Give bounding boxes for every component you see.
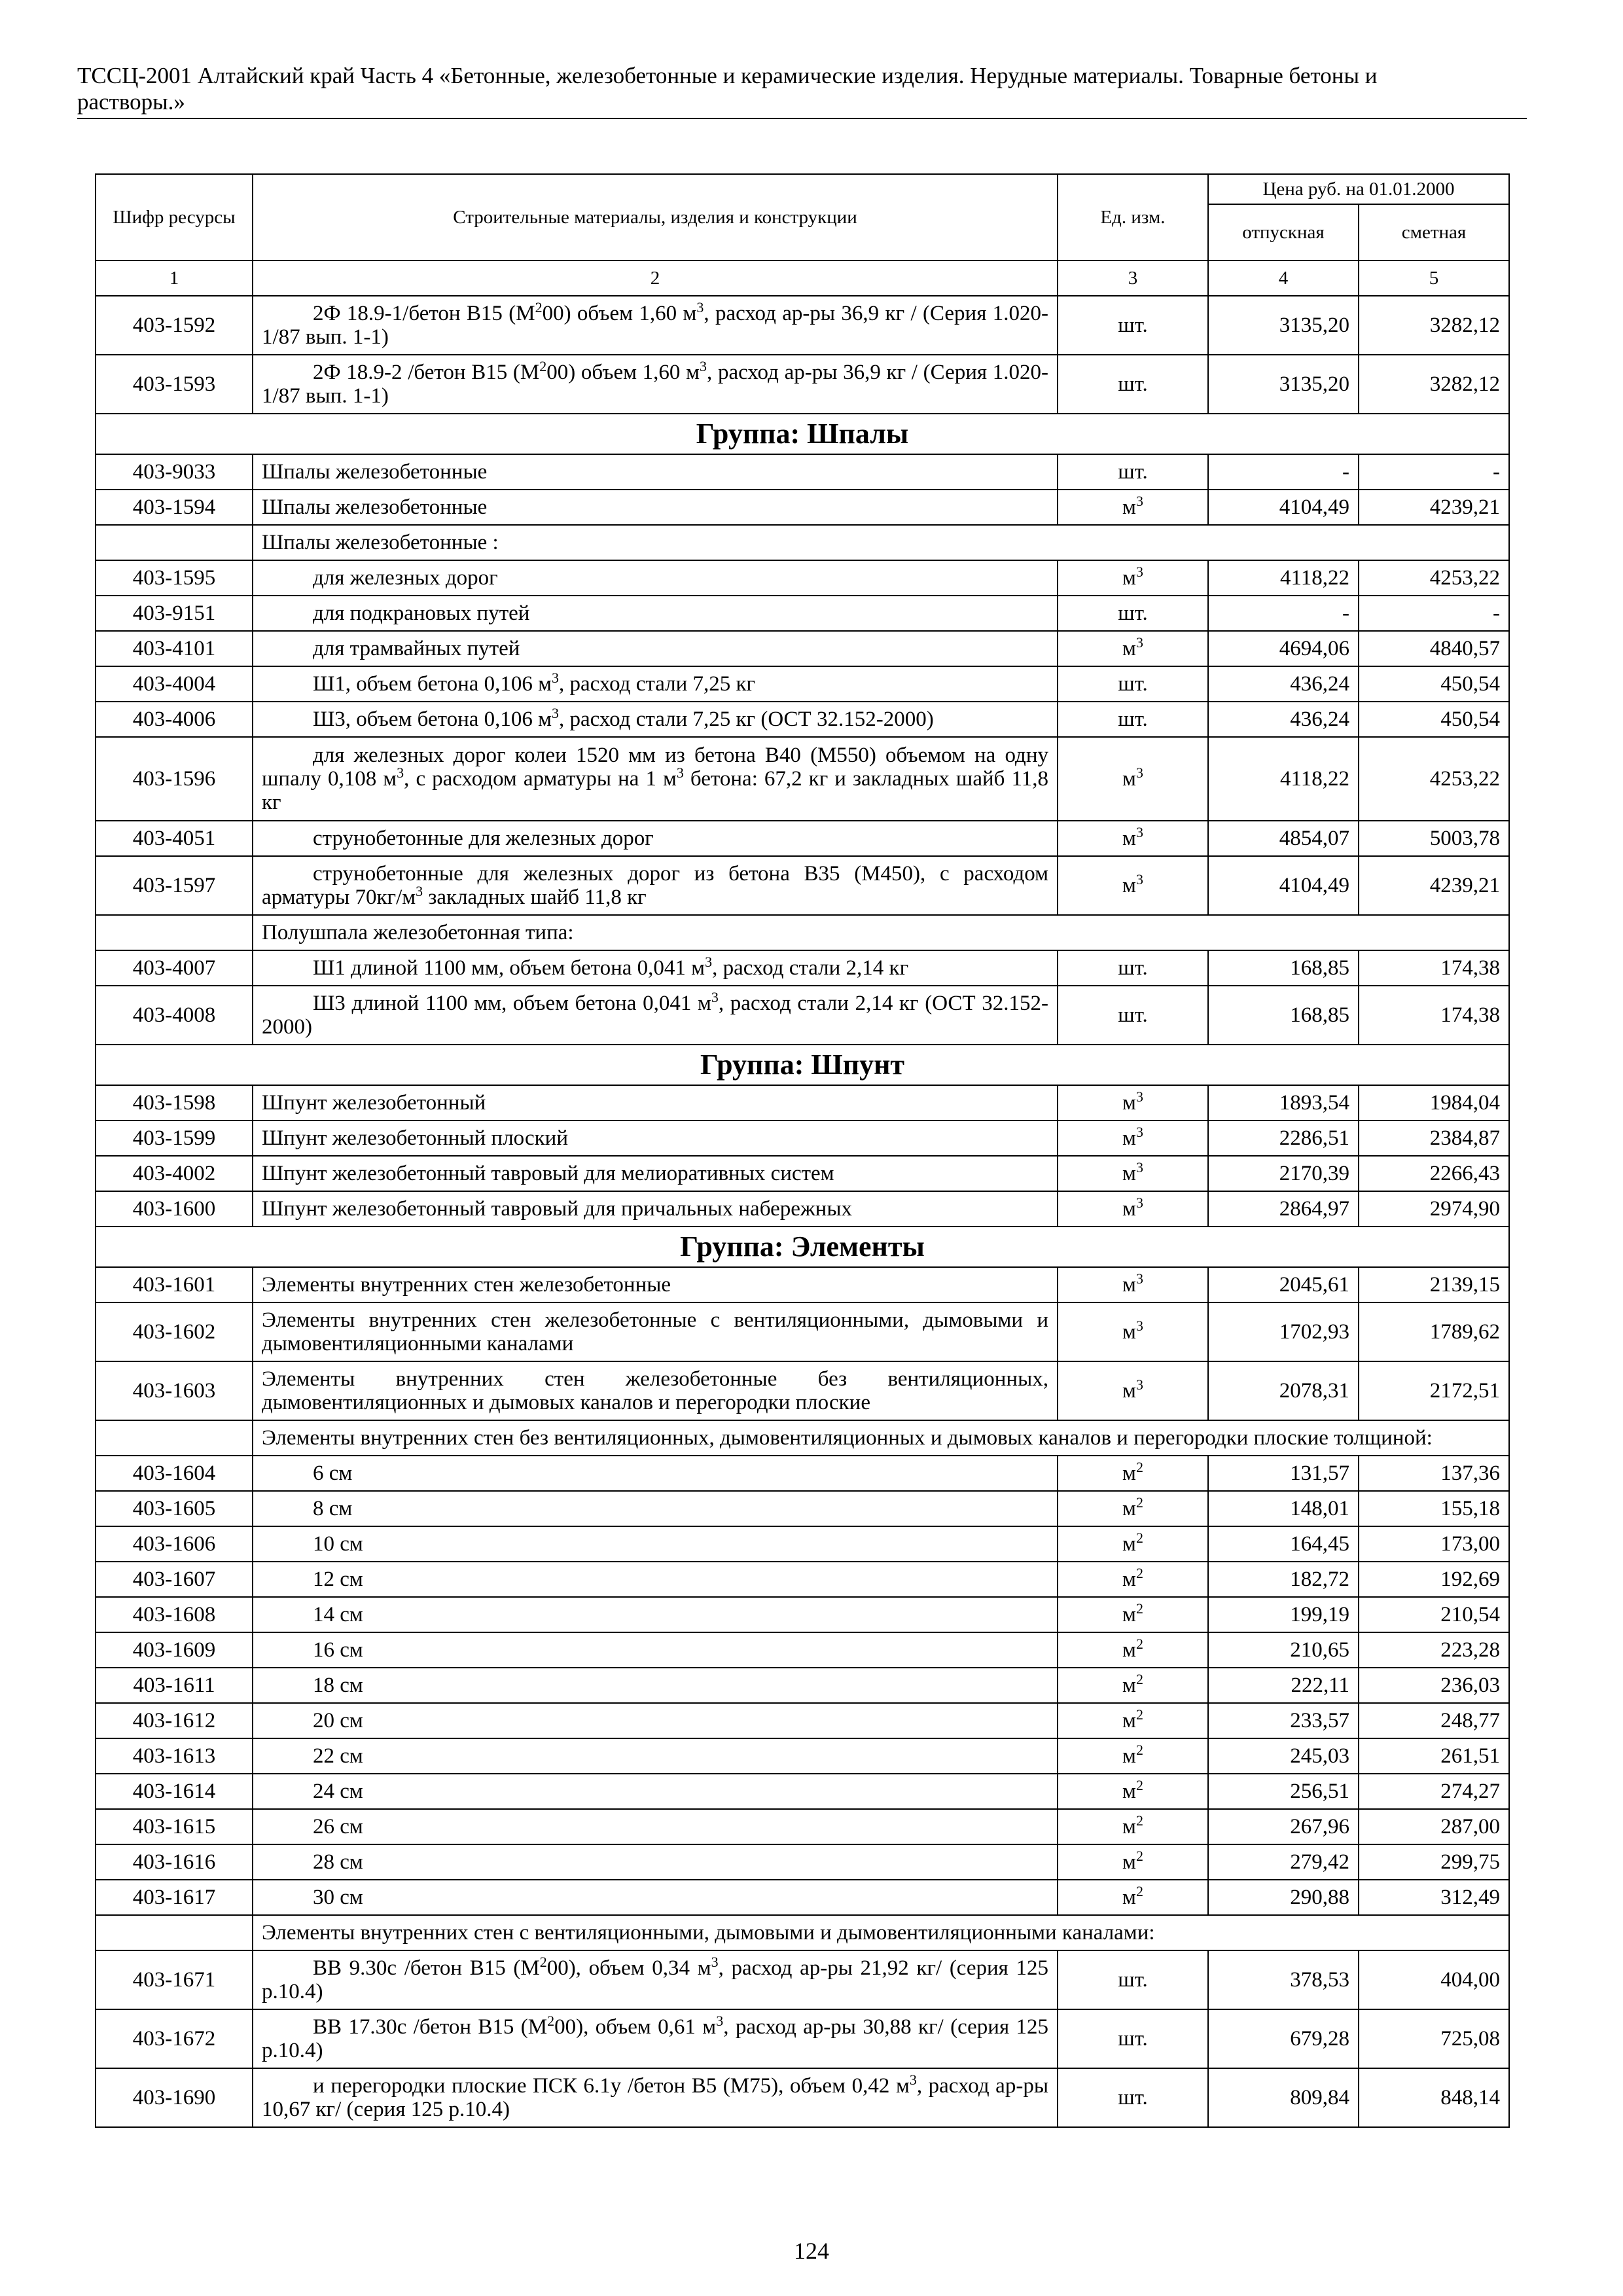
estimate-price: 299,75 <box>1359 1844 1509 1880</box>
resource-code: 403-1599 <box>96 1121 253 1156</box>
release-price: 4118,22 <box>1208 737 1359 821</box>
unit-of-measure: $м^2$ <box>1058 1597 1208 1632</box>
table-row <box>96 1491 1509 1526</box>
col-header-release-price: отпускная <box>1208 204 1359 260</box>
subheading-text: Шпалы железобетонные : <box>253 525 1509 560</box>
estimate-price: 4840,57 <box>1359 631 1509 666</box>
resource-code: 403-1604 <box>96 1456 253 1491</box>
release-price: 3135,20 <box>1208 355 1359 414</box>
resource-code: 403-4007 <box>96 950 253 986</box>
estimate-price: 274,27 <box>1359 1774 1509 1809</box>
resource-code: 403-4051 <box>96 821 253 856</box>
table-row <box>96 1844 1509 1880</box>
estimate-price: 155,18 <box>1359 1491 1509 1526</box>
unit-of-measure: $м^2$ <box>1058 1526 1208 1562</box>
resource-code: 403-4008 <box>96 986 253 1045</box>
subheading-row <box>96 1420 1509 1456</box>
resource-code: 403-1595 <box>96 560 253 596</box>
estimate-price: 3282,12 <box>1359 355 1509 414</box>
unit-of-measure: шт. <box>1058 986 1208 1045</box>
release-price: 679,28 <box>1208 2009 1359 2068</box>
table-row <box>96 1302 1509 1361</box>
col-number: 4 <box>1208 260 1359 296</box>
table-row <box>96 1738 1509 1774</box>
resource-code: 403-9033 <box>96 454 253 490</box>
estimate-price: 2266,43 <box>1359 1156 1509 1191</box>
table-row <box>96 1267 1509 1302</box>
table-row <box>96 1703 1509 1738</box>
resource-code: 403-1603 <box>96 1361 253 1420</box>
resource-code: 403-1601 <box>96 1267 253 1302</box>
material-description: ВВ 9.30с /бетон В15 $(М^200)$, объем 0,34 $м^3$, расход ар-ры 21,92 кг/ (серия 125 р.10.4) <box>253 1950 1058 2009</box>
unit-of-measure: $м^3$ <box>1058 821 1208 856</box>
material-description: 20 см <box>253 1703 1058 1738</box>
release-price: 4694,06 <box>1208 631 1359 666</box>
material-description: струнобетонные для железных дорог <box>253 821 1058 856</box>
material-description: 28 см <box>253 1844 1058 1880</box>
material-description: 26 см <box>253 1809 1058 1844</box>
table-row <box>96 737 1509 821</box>
material-description: Ш3 длиной 1100 мм, объем бетона 0,041 $м^3$, расход стали 2,14 кг (ОСТ 32.152-2000) <box>253 986 1058 1045</box>
group-header-row <box>96 1227 1509 1267</box>
release-price: 222,11 <box>1208 1668 1359 1703</box>
unit-of-measure: $м^2$ <box>1058 1774 1208 1809</box>
material-description: для трамвайных путей <box>253 631 1058 666</box>
estimate-price: 236,03 <box>1359 1668 1509 1703</box>
resource-code: 403-9151 <box>96 596 253 631</box>
release-price: 290,88 <box>1208 1880 1359 1915</box>
material-description: Ш1 длиной 1100 мм, объем бетона 0,041 $м^3$, расход стали 2,14 кг <box>253 950 1058 986</box>
material-description: Шпунт железобетонный <box>253 1085 1058 1121</box>
unit-of-measure: шт. <box>1058 666 1208 702</box>
resource-code: 403-1592 <box>96 296 253 355</box>
resource-code: 403-1605 <box>96 1491 253 1526</box>
col-number: 1 <box>96 260 253 296</box>
material-description: 22 см <box>253 1738 1058 1774</box>
subheading-text: Полушпала железобетонная типа: <box>253 915 1509 950</box>
col-header-code: Шифр ресурсы <box>96 174 253 260</box>
unit-of-measure: шт. <box>1058 702 1208 737</box>
estimate-price: 3282,12 <box>1359 296 1509 355</box>
table-row <box>96 666 1509 702</box>
material-description: Шпунт железобетонный тавровый для причальных набережных <box>253 1191 1058 1227</box>
estimate-price: 210,54 <box>1359 1597 1509 1632</box>
unit-of-measure: $м^3$ <box>1058 1121 1208 1156</box>
material-description: 30 см <box>253 1880 1058 1915</box>
material-description: Шпунт железобетонный тавровый для мелиоративных систем <box>253 1156 1058 1191</box>
unit-of-measure: $м^2$ <box>1058 1668 1208 1703</box>
table-row <box>96 856 1509 915</box>
table-row <box>96 355 1509 414</box>
unit-of-measure: $м^3$ <box>1058 560 1208 596</box>
resource-code: 403-1608 <box>96 1597 253 1632</box>
price-table <box>95 173 1510 2128</box>
release-price: 233,57 <box>1208 1703 1359 1738</box>
material-description: 2Ф 18.9-1/бетон В15 $(М^200)$ объем 1,60 $м^3$, расход ар-ры 36,9 кг / (Серия 1.020-1/87 вып. 1-1) <box>253 296 1058 355</box>
unit-of-measure: шт. <box>1058 950 1208 986</box>
resource-code: 403-1597 <box>96 856 253 915</box>
estimate-price: 2974,90 <box>1359 1191 1509 1227</box>
estimate-price: 173,00 <box>1359 1526 1509 1562</box>
material-description: Элементы внутренних стен железобетонные <box>253 1267 1058 1302</box>
unit-of-measure: $м^3$ <box>1058 1267 1208 1302</box>
table-row <box>96 560 1509 596</box>
resource-code: 403-1609 <box>96 1632 253 1668</box>
estimate-price: 287,00 <box>1359 1809 1509 1844</box>
material-description: 8 см <box>253 1491 1058 1526</box>
estimate-price: 1984,04 <box>1359 1085 1509 1121</box>
unit-of-measure: шт. <box>1058 454 1208 490</box>
resource-code: 403-1602 <box>96 1302 253 1361</box>
unit-of-measure: $м^2$ <box>1058 1491 1208 1526</box>
material-description: для железных дорог <box>253 560 1058 596</box>
release-price: 1702,93 <box>1208 1302 1359 1361</box>
material-description: струнобетонные для железных дорог из бетона В35 (М450), с расходом арматуры $70кг/м^3$ закладных шайб 11,8 кг <box>253 856 1058 915</box>
resource-code: 403-1598 <box>96 1085 253 1121</box>
release-price: 168,85 <box>1208 950 1359 986</box>
estimate-price: 4253,22 <box>1359 560 1509 596</box>
table-row <box>96 1562 1509 1597</box>
group-title: Группа: Элементы <box>96 1227 1509 1267</box>
release-price: 199,19 <box>1208 1597 1359 1632</box>
table-row <box>96 1880 1509 1915</box>
estimate-price: 848,14 <box>1359 2068 1509 2127</box>
material-description: Шпунт железобетонный плоский <box>253 1121 1058 1156</box>
estimate-price: 312,49 <box>1359 1880 1509 1915</box>
unit-of-measure: $м^3$ <box>1058 490 1208 525</box>
estimate-price: 223,28 <box>1359 1632 1509 1668</box>
unit-of-measure: $м^3$ <box>1058 737 1208 821</box>
unit-of-measure: $м^3$ <box>1058 1085 1208 1121</box>
unit-of-measure: $м^3$ <box>1058 1361 1208 1420</box>
resource-code: 403-1615 <box>96 1809 253 1844</box>
estimate-price: 450,54 <box>1359 702 1509 737</box>
material-description: для подкрановых путей <box>253 596 1058 631</box>
unit-of-measure: $м^2$ <box>1058 1703 1208 1738</box>
material-description: 2Ф 18.9-2 /бетон В15 $(М^200)$ объем 1,60 $м^3$, расход ар-ры 36,9 кг / (Серия 1.020-1/87 вып. 1-1) <box>253 355 1058 414</box>
material-description: 6 см <box>253 1456 1058 1491</box>
resource-code: 403-4004 <box>96 666 253 702</box>
material-description: 12 см <box>253 1562 1058 1597</box>
empty-code-cell <box>96 915 253 950</box>
table-row <box>96 821 1509 856</box>
release-price: 2286,51 <box>1208 1121 1359 1156</box>
resource-code: 403-1672 <box>96 2009 253 2068</box>
estimate-price: 5003,78 <box>1359 821 1509 856</box>
table-row <box>96 490 1509 525</box>
material-description: 24 см <box>253 1774 1058 1809</box>
estimate-price: 192,69 <box>1359 1562 1509 1597</box>
release-price: 1893,54 <box>1208 1085 1359 1121</box>
table-row <box>96 1632 1509 1668</box>
unit-of-measure: $м^2$ <box>1058 1738 1208 1774</box>
estimate-price: 261,51 <box>1359 1738 1509 1774</box>
group-header-row <box>96 1045 1509 1085</box>
estimate-price: 450,54 <box>1359 666 1509 702</box>
material-description: Элементы внутренних стен железобетонные без вентиляционных, дымовентиляционных и дымовых каналов и перегородки плоские <box>253 1361 1058 1420</box>
header-title-line1: ТССЦ-2001 Алтайский край Часть 4 «Бетонные, железобетонные и керамические изделия. Нерудные материалы. Товарные бетоны и <box>77 63 1378 88</box>
estimate-price: 2139,15 <box>1359 1267 1509 1302</box>
resource-code: 403-4006 <box>96 702 253 737</box>
resource-code: 403-1593 <box>96 355 253 414</box>
release-price: 436,24 <box>1208 702 1359 737</box>
unit-of-measure: $м^2$ <box>1058 1562 1208 1597</box>
unit-of-measure: $м^2$ <box>1058 1632 1208 1668</box>
table-row <box>96 702 1509 737</box>
subheading-text: Элементы внутренних стен с вентиляционными, дымовыми и дымовентиляционными каналами: <box>253 1915 1509 1950</box>
material-description: Шпалы железобетонные <box>253 454 1058 490</box>
resource-code: 403-1671 <box>96 1950 253 2009</box>
table-body <box>96 296 1509 2127</box>
unit-of-measure: $м^3$ <box>1058 1191 1208 1227</box>
table-row <box>96 1668 1509 1703</box>
table-row <box>96 631 1509 666</box>
release-price: 182,72 <box>1208 1562 1359 1597</box>
release-price: 2170,39 <box>1208 1156 1359 1191</box>
table-row <box>96 986 1509 1045</box>
release-price: 148,01 <box>1208 1491 1359 1526</box>
resource-code: 403-1614 <box>96 1774 253 1809</box>
empty-code-cell <box>96 1420 253 1456</box>
unit-of-measure: $м^2$ <box>1058 1880 1208 1915</box>
resource-code: 403-1600 <box>96 1191 253 1227</box>
estimate-price: 4239,21 <box>1359 490 1509 525</box>
release-price: 4104,49 <box>1208 856 1359 915</box>
release-price: 4104,49 <box>1208 490 1359 525</box>
table-row <box>96 296 1509 355</box>
group-header-row <box>96 414 1509 454</box>
estimate-price: 2384,87 <box>1359 1121 1509 1156</box>
unit-of-measure: $м^2$ <box>1058 1809 1208 1844</box>
col-header-price: Цена руб. на 01.01.2000 <box>1208 174 1509 204</box>
table-row <box>96 1361 1509 1420</box>
header-title-line2: растворы.» <box>77 89 185 115</box>
release-price: 2045,61 <box>1208 1267 1359 1302</box>
resource-code: 403-1594 <box>96 490 253 525</box>
estimate-price: 248,77 <box>1359 1703 1509 1738</box>
release-price: 279,42 <box>1208 1844 1359 1880</box>
unit-of-measure: $м^2$ <box>1058 1844 1208 1880</box>
resource-code: 403-1612 <box>96 1703 253 1738</box>
estimate-price: - <box>1359 596 1509 631</box>
unit-of-measure: шт. <box>1058 1950 1208 2009</box>
subheading-row <box>96 915 1509 950</box>
material-description: 14 см <box>253 1597 1058 1632</box>
subheading-row <box>96 525 1509 560</box>
estimate-price: 725,08 <box>1359 2009 1509 2068</box>
release-price: 2078,31 <box>1208 1361 1359 1420</box>
table-row <box>96 1085 1509 1121</box>
resource-code: 403-1611 <box>96 1668 253 1703</box>
table-row <box>96 596 1509 631</box>
resource-code: 403-1690 <box>96 2068 253 2127</box>
col-number: 3 <box>1058 260 1208 296</box>
material-description: 16 см <box>253 1632 1058 1668</box>
col-number: 2 <box>253 260 1058 296</box>
subheading-row <box>96 1915 1509 1950</box>
estimate-price: 4239,21 <box>1359 856 1509 915</box>
material-description: Элементы внутренних стен железобетонные с вентиляционными, дымовыми и дымовентиляционными каналами <box>253 1302 1058 1361</box>
resource-code: 403-1596 <box>96 737 253 821</box>
release-price: 436,24 <box>1208 666 1359 702</box>
unit-of-measure: $м^3$ <box>1058 631 1208 666</box>
resource-code: 403-1613 <box>96 1738 253 1774</box>
estimate-price: 137,36 <box>1359 1456 1509 1491</box>
material-description: Ш1, объем бетона 0,106 $м^3$, расход стали 7,25 кг <box>253 666 1058 702</box>
resource-code: 403-4002 <box>96 1156 253 1191</box>
release-price: 131,57 <box>1208 1456 1359 1491</box>
unit-of-measure: шт. <box>1058 2068 1208 2127</box>
col-header-estimate-price: сметная <box>1359 204 1509 260</box>
table-row <box>96 454 1509 490</box>
unit-of-measure: шт. <box>1058 2009 1208 2068</box>
col-number: 5 <box>1359 260 1509 296</box>
col-header-name: Строительные материалы, изделия и конструкции <box>253 174 1058 260</box>
document-header <box>77 63 1527 119</box>
material-description: Ш3, объем бетона 0,106 $м^3$, расход стали 7,25 кг (ОСТ 32.152-2000) <box>253 702 1058 737</box>
table-row <box>96 1809 1509 1844</box>
group-title: Группа: Шпалы <box>96 414 1509 454</box>
unit-of-measure: шт. <box>1058 596 1208 631</box>
estimate-price: 2172,51 <box>1359 1361 1509 1420</box>
unit-of-measure: $м^3$ <box>1058 856 1208 915</box>
estimate-price: 1789,62 <box>1359 1302 1509 1361</box>
estimate-price: - <box>1359 454 1509 490</box>
group-title: Группа: Шпунт <box>96 1045 1509 1085</box>
release-price: 4854,07 <box>1208 821 1359 856</box>
release-price: 267,96 <box>1208 1809 1359 1844</box>
unit-of-measure: шт. <box>1058 355 1208 414</box>
table-row <box>96 2068 1509 2127</box>
estimate-price: 4253,22 <box>1359 737 1509 821</box>
table-row <box>96 1156 1509 1191</box>
table-row <box>96 2009 1509 2068</box>
resource-code: 403-4101 <box>96 631 253 666</box>
release-price: 3135,20 <box>1208 296 1359 355</box>
unit-of-measure: $м^2$ <box>1058 1456 1208 1491</box>
table-row <box>96 1456 1509 1491</box>
release-price: 4118,22 <box>1208 560 1359 596</box>
material-description: Шпалы железобетонные <box>253 490 1058 525</box>
table-row <box>96 950 1509 986</box>
release-price: 164,45 <box>1208 1526 1359 1562</box>
resource-code: 403-1606 <box>96 1526 253 1562</box>
empty-code-cell <box>96 1915 253 1950</box>
release-price: - <box>1208 596 1359 631</box>
empty-code-cell <box>96 525 253 560</box>
table-row <box>96 1121 1509 1156</box>
material-description: 10 см <box>253 1526 1058 1562</box>
release-price: 245,03 <box>1208 1738 1359 1774</box>
material-description: и перегородки плоские ПСК 6.1у /бетон В5 (М75), объем 0,42 $м^3$, расход ар-ры 10,67 кг/ (серия 125 р.10.4) <box>253 2068 1058 2127</box>
page-number: 124 <box>794 2238 829 2264</box>
material-description: ВВ 17.30с /бетон В15 $(М^200)$, объем 0,61 $м^3$, расход ар-ры 30,88 кг/ (серия 125 р.10.4) <box>253 2009 1058 2068</box>
table-row <box>96 1950 1509 2009</box>
unit-of-measure: шт. <box>1058 296 1208 355</box>
unit-of-measure: $м^3$ <box>1058 1302 1208 1361</box>
estimate-price: 174,38 <box>1359 986 1509 1045</box>
col-header-unit: Ед. изм. <box>1058 174 1208 260</box>
release-price: 809,84 <box>1208 2068 1359 2127</box>
release-price: - <box>1208 454 1359 490</box>
table-row <box>96 1597 1509 1632</box>
resource-code: 403-1616 <box>96 1844 253 1880</box>
release-price: 378,53 <box>1208 1950 1359 2009</box>
estimate-price: 404,00 <box>1359 1950 1509 2009</box>
table-row <box>96 1191 1509 1227</box>
unit-of-measure: $м^3$ <box>1058 1156 1208 1191</box>
resource-code: 403-1607 <box>96 1562 253 1597</box>
resource-code: 403-1617 <box>96 1880 253 1915</box>
release-price: 168,85 <box>1208 986 1359 1045</box>
estimate-price: 174,38 <box>1359 950 1509 986</box>
release-price: 210,65 <box>1208 1632 1359 1668</box>
table-row <box>96 1526 1509 1562</box>
table-row <box>96 1774 1509 1809</box>
material-description: для железных дорог колеи 1520 мм из бетона В40 (М550) объемом на одну шпалу 0,108 $м^3$, с расходом арматуры на 1 $м^3$ бетона: 67,2 кг и закладных шайб 11,8 кг <box>253 737 1058 821</box>
subheading-text: Элементы внутренних стен без вентиляционных, дымовентиляционных и дымовых каналов и перегородки плоские толщиной: <box>253 1420 1509 1456</box>
material-description: 18 см <box>253 1668 1058 1703</box>
release-price: 256,51 <box>1208 1774 1359 1809</box>
release-price: 2864,97 <box>1208 1191 1359 1227</box>
